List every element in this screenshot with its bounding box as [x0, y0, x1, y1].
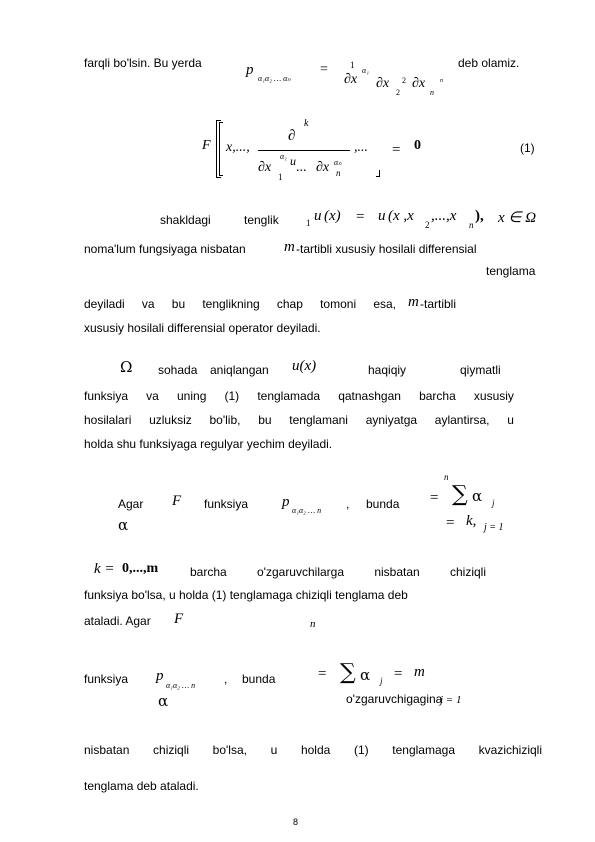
- word: aylantirsa,: [434, 413, 490, 427]
- word: kvazichiziqli: [478, 743, 542, 757]
- word: (1): [224, 389, 240, 403]
- text-tartibli: -tartibli xususiy hosilali differensial: [296, 242, 477, 256]
- word: xususiy: [473, 389, 514, 403]
- para4-line3: tenglama deb ataladi.: [84, 779, 199, 793]
- word-funksiya: funksiya: [204, 497, 249, 511]
- word: chiziqli: [449, 565, 486, 579]
- word-tenglik: tenglik: [244, 213, 279, 227]
- word: chiziqli: [153, 743, 190, 757]
- word: bo'lsa,: [212, 743, 247, 757]
- omega-symbol: Ω: [120, 358, 133, 376]
- p-symbol-3: p: [156, 668, 164, 684]
- sum-upper: n: [444, 472, 449, 482]
- ux-symbol: u(x): [292, 358, 317, 374]
- shakl-close: ),: [475, 208, 484, 224]
- para4-line2: [84, 743, 542, 757]
- word-aniqlangan: aniqlangan: [210, 363, 269, 377]
- eq1-args-right: ,...: [354, 140, 368, 155]
- k-symbol: k,: [466, 513, 477, 529]
- word-bunda: bunda: [366, 497, 400, 511]
- n-upper: n: [310, 618, 316, 630]
- eq1-den-partial-xn: ∂x: [316, 160, 330, 175]
- word: ayniyatga: [365, 413, 418, 427]
- m-symbol-2: m: [408, 294, 419, 310]
- fraction-numerator: 1: [350, 60, 355, 70]
- word-bunda-2: bunda: [242, 672, 276, 686]
- para3-line3: funksiya bo'lsa, u holda (1) tenglamaga chiziqli tenglama deb: [84, 588, 408, 602]
- p-subscript-3: α₁α₂ … n: [166, 681, 196, 690]
- partial-x1-power: α₁: [362, 66, 369, 75]
- F-symbol-3: F: [174, 611, 184, 627]
- equals-sign-4: =: [318, 666, 327, 682]
- p-subscript-2: α₁α₂ … n: [292, 506, 322, 515]
- text-tartibli-2: -tartibli: [420, 297, 457, 311]
- para2-line3: [84, 413, 514, 427]
- word: bo'lib,: [209, 413, 241, 427]
- word: tenglamani: [289, 413, 348, 427]
- word: tenglamada: [257, 389, 321, 403]
- word: u: [270, 743, 278, 757]
- shakl-x-in-omega: x ∈ Ω: [498, 210, 537, 226]
- para3-line2: [190, 565, 486, 579]
- eq1-den-subn: n: [336, 168, 341, 178]
- word-funksiya-2: funksiya: [84, 672, 129, 686]
- equals-sign-5: =: [394, 666, 403, 682]
- left-bracket-inner: [219, 122, 223, 176]
- p-subscript: α₁α₂ … αₙ: [258, 74, 291, 83]
- eq1-fraction-bar: [258, 150, 350, 151]
- word: o'zgaruvchilarga: [257, 565, 345, 579]
- partial-x2-sub: 2: [396, 88, 400, 97]
- partial-x1: ∂x: [344, 72, 358, 87]
- eq1-den-alpha1: α₁: [280, 152, 287, 161]
- para2-line4: holda shu funksiyaga regulyar yechim deyiladi.: [84, 437, 333, 451]
- alpha-j-2: α: [360, 666, 371, 684]
- shakl-args-rest: ,...,x: [431, 208, 457, 224]
- word: (1): [353, 743, 369, 757]
- eq1-zero: 0: [414, 138, 421, 153]
- partial-xn-power: n: [440, 78, 443, 84]
- page-number: 8: [293, 817, 299, 827]
- word: va: [146, 389, 159, 403]
- m-symbol: m: [284, 239, 295, 255]
- word: tenglikning: [202, 297, 260, 311]
- shakl-args-subn: n: [469, 220, 474, 230]
- word: qatnashgan: [338, 389, 401, 403]
- shakl-u: u: [314, 208, 322, 224]
- right-bracket: [376, 170, 380, 177]
- word: esa,: [373, 297, 396, 311]
- text-line-farqli: farqli bo'lsin. Bu yerda: [84, 56, 202, 70]
- alpha-j: α: [472, 487, 483, 505]
- j-eq-1-2: j = 1: [440, 694, 462, 706]
- text-xususiy-operator: xususiy hosilali differensial operator deyiladi.: [84, 321, 321, 335]
- partial-xn: ∂x: [412, 76, 426, 91]
- word: uzluksiz: [149, 413, 192, 427]
- j-subscript-2: j: [380, 676, 383, 686]
- eq1-den-alphan: αₙ: [334, 158, 342, 167]
- word: tomoni: [320, 297, 357, 311]
- word: bu: [258, 413, 272, 427]
- equation-number: (1): [520, 141, 535, 155]
- word: uning: [177, 389, 207, 403]
- word: barcha: [190, 565, 227, 579]
- deyiladi-line: [84, 297, 396, 311]
- para3-line4: ataladi. Agar: [84, 614, 151, 628]
- equals-sign-2: =: [430, 490, 439, 506]
- m-symbol-3: m: [414, 664, 425, 680]
- partial-x2-power: 2: [402, 76, 406, 85]
- word: deyiladi: [84, 297, 125, 311]
- shakl-args-sub2: 2: [425, 220, 430, 230]
- word-shakldagi: shakldagi: [160, 213, 211, 227]
- word-haqiqiy: haqiqiy: [368, 363, 407, 377]
- para2-line2: [84, 389, 514, 403]
- sum-symbol: ∑: [452, 482, 468, 507]
- word-agar: Agar: [118, 497, 144, 511]
- text-deb-olamiz: deb olamiz.: [458, 56, 520, 70]
- partial-xn-sub: n: [430, 88, 434, 97]
- word: nisbatan: [374, 565, 420, 579]
- word: tenglamaga: [392, 743, 455, 757]
- word: barcha: [419, 389, 456, 403]
- k-range: 0,...,m: [122, 561, 159, 576]
- word: bu: [171, 297, 186, 311]
- eq1-args-left: x,...,: [226, 140, 250, 155]
- word: va: [141, 297, 155, 311]
- p-symbol: p: [246, 62, 254, 78]
- eq1-den-u: u: [290, 154, 296, 168]
- shakl-u2: u: [378, 208, 386, 224]
- shakl-args: (x ,x: [388, 208, 414, 224]
- word: holda: [300, 743, 331, 757]
- word: nisbatan: [84, 743, 130, 757]
- eq1-den-sub1: 1: [278, 172, 283, 182]
- comma-2: ,: [224, 672, 228, 686]
- comma: ,: [346, 497, 350, 511]
- eq1-den-partial-x1: ∂x: [258, 160, 272, 175]
- word-qiymatli: qiymatli: [460, 363, 501, 377]
- sum-symbol-2: ∑: [340, 660, 356, 685]
- shakl-eq: =: [356, 209, 365, 225]
- F-symbol: F: [202, 138, 211, 153]
- k-eq: k =: [94, 561, 115, 577]
- equals-sign-3: =: [446, 515, 455, 531]
- word: chap: [276, 297, 303, 311]
- word: funksiya: [84, 389, 129, 403]
- word-sohada: sohada: [158, 363, 198, 377]
- text-nomalum: noma'lum fungsiyaga nisbatan: [84, 242, 246, 256]
- p-symbol-2: p: [282, 494, 290, 510]
- word: hosilalari: [84, 413, 132, 427]
- eq1-equals: =: [392, 142, 401, 158]
- word-ozgaruvchigagina: o'zgaruvchigagina: [346, 692, 443, 706]
- text-tenglama: tenglama: [486, 264, 536, 278]
- partial-x2: ∂x: [376, 76, 390, 91]
- eq1-num-k: k: [304, 118, 309, 129]
- equals-sign: =: [320, 62, 328, 77]
- eq1-num-partial: ∂: [288, 128, 296, 144]
- alpha-symbol: α: [118, 516, 129, 534]
- j-subscript: j: [492, 498, 495, 508]
- alpha-symbol-2: α: [158, 692, 169, 710]
- word: u: [507, 413, 514, 427]
- eq1-den-dots: ...: [296, 160, 307, 175]
- F-symbol-2: F: [172, 493, 182, 509]
- shakl-sub1: 1: [306, 218, 311, 228]
- j-eq-1: j = 1: [484, 522, 504, 533]
- shakl-x: (x): [324, 208, 341, 224]
